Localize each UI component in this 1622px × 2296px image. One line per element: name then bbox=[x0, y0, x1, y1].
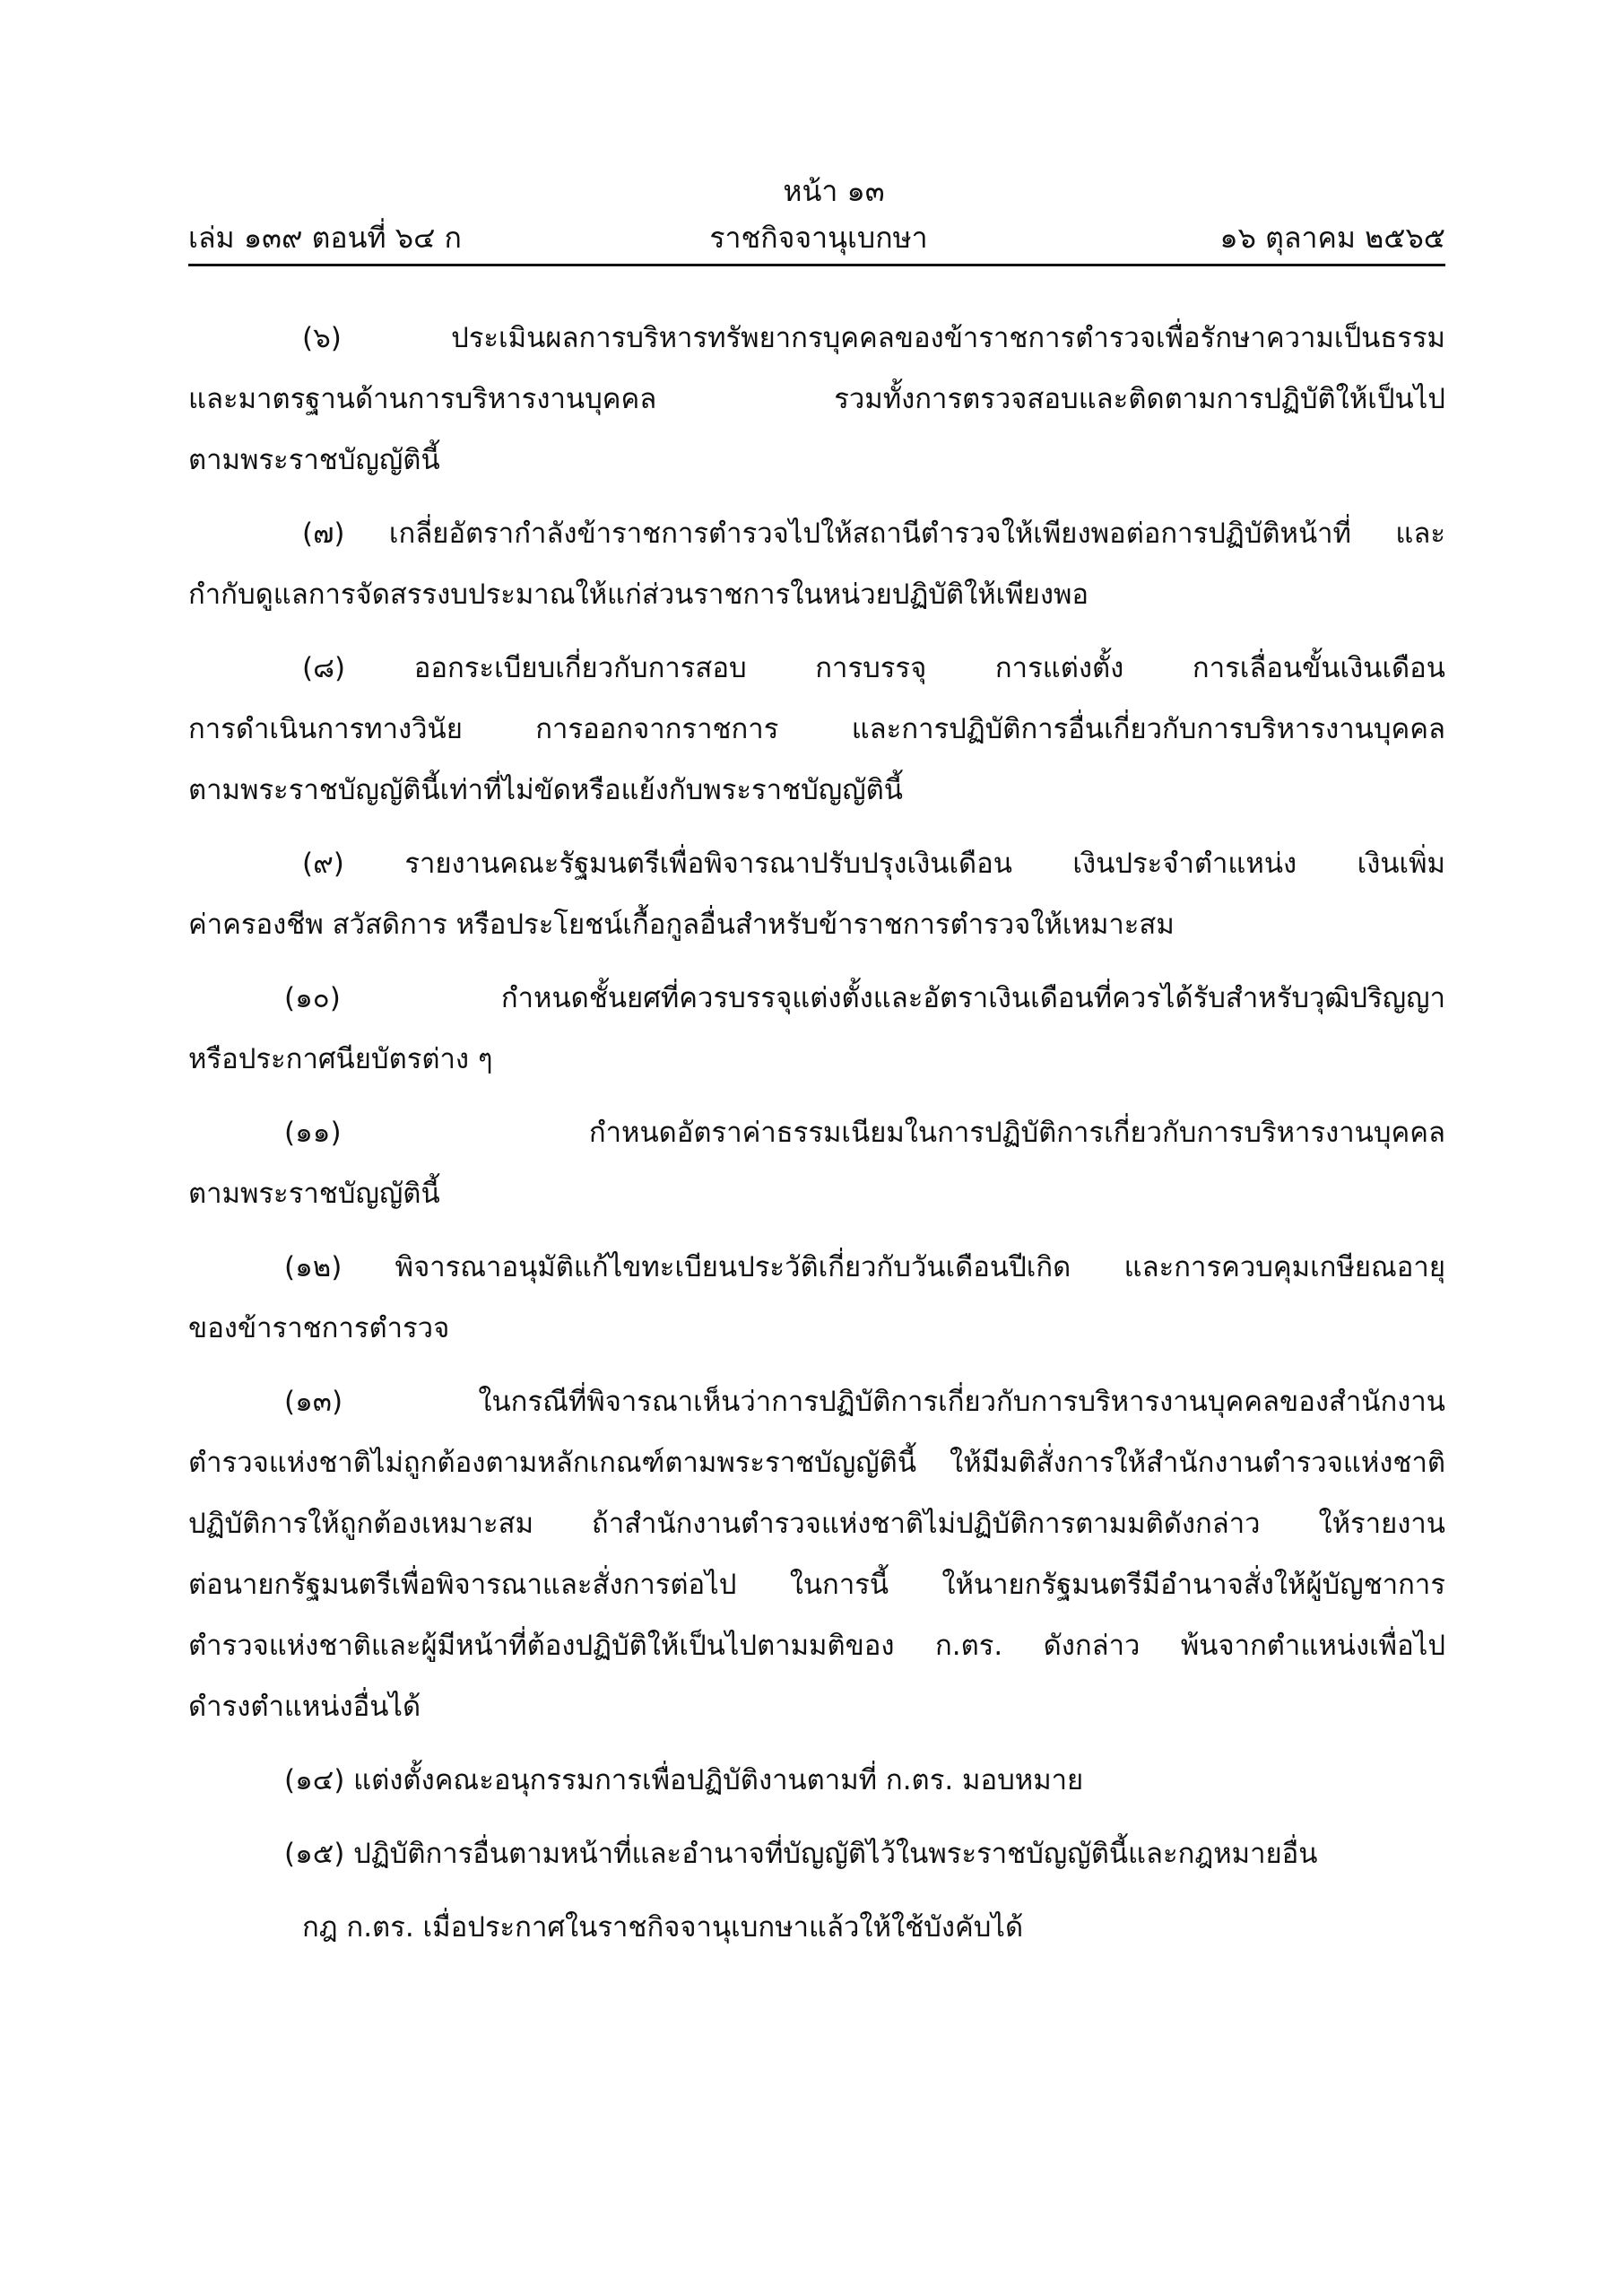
text-line: การดำเนินการทางวินัย การออกจากราชการ และการปฏิบัติการอื่นเกี่ยวกับการบริหารงานบุคคล bbox=[188, 713, 1445, 745]
text-line: ตำรวจแห่งชาติและผู้มีหน้าที่ต้องปฏิบัติให้เป็นไปตามมติของ ก.ตร. ดังกล่าว พ้นจากตำแหน่งเพื่อไป bbox=[188, 1630, 1445, 1662]
paragraph bbox=[188, 1107, 1445, 1229]
text-line: (๖) ประเมินผลการบริหารทรัพยากรบุคคลของข้าราชการตำรวจเพื่อรักษาความเป็นธรรม bbox=[302, 322, 1445, 354]
gazette-header bbox=[188, 215, 1445, 257]
text-line: (๑๔) แต่งตั้งคณะอนุกรรมการเพื่อปฏิบัติงานตามที่ ก.ตร. มอบหมาย bbox=[284, 1764, 1084, 1796]
document-body bbox=[188, 312, 1445, 1975]
text-line: (๘) ออกระเบียบเกี่ยวกับการสอบ การบรรจุ การแต่งตั้ง การเลื่อนขั้นเงินเดือน bbox=[302, 652, 1445, 684]
paragraph bbox=[188, 972, 1445, 1094]
text-line: ตามพระราชบัญญัตินี้เท่าที่ไม่ขัดหรือแย้งกับพระราชบัญญัตินี้ bbox=[188, 774, 903, 806]
text-line: ตามพระราชบัญญัตินี้ bbox=[188, 444, 440, 476]
paragraph bbox=[188, 1241, 1445, 1363]
text-line: (๑๕) ปฏิบัติการอื่นตามหน้าที่และอำนาจที่บัญญัติไว้ในพระราชบัญญัตินี้และกฎหมายอื่น bbox=[284, 1838, 1318, 1870]
page-number: หน้า ๑๓ bbox=[783, 174, 885, 208]
paragraph bbox=[188, 838, 1445, 960]
text-line: ดำรงตำแหน่งอื่นได้ bbox=[188, 1691, 421, 1723]
header-divider bbox=[188, 264, 1445, 266]
text-line: (๑๓) ในกรณีที่พิจารณาเห็นว่าการปฏิบัติการเกี่ยวกับการบริหารงานบุคคลของสำนักงาน bbox=[284, 1386, 1445, 1418]
publication-date: ๑๖ ตุลาคม ๒๕๖๕ bbox=[1219, 221, 1445, 255]
text-line: ค่าครองชีพ สวัสดิการ หรือประโยชน์เกื้อกูลอื่นสำหรับข้าราชการตำรวจให้เหมาะสม bbox=[188, 909, 1175, 941]
issue-info: เล่ม ๑๓๙ ตอนที่ ๖๔ ก bbox=[188, 221, 462, 255]
text-line: กฎ ก.ตร. เมื่อประกาศในราชกิจจานุเบกษาแล้วให้ใช้บังคับได้ bbox=[302, 1911, 1024, 1944]
paragraph bbox=[188, 508, 1445, 630]
text-line: ตำรวจแห่งชาติไม่ถูกต้องตามหลักเกณฑ์ตามพระราชบัญญัตินี้ ให้มีมติสั่งการให้สำนักงานตำรวจแห่งชาติ bbox=[188, 1447, 1445, 1479]
text-line: และมาตรฐานด้านการบริหารงานบุคคล รวมทั้งการตรวจสอบและติดตามการปฏิบัติให้เป็นไป bbox=[188, 383, 1445, 415]
text-line: (๑๑) กำหนดอัตราค่าธรรมเนียมในการปฏิบัติการเกี่ยวกับการบริหารงานบุคคล bbox=[284, 1117, 1445, 1149]
text-line: (๙) รายงานคณะรัฐมนตรีเพื่อพิจารณาปรับปรุงเงินเดือน เงินประจำตำแหน่ง เงินเพิ่ม bbox=[302, 848, 1445, 880]
text-line: (๑๐) กำหนดชั้นยศที่ควรบรรจุแต่งตั้งและอัตราเงินเดือนที่ควรได้รับสำหรับวุฒิปริญญา bbox=[284, 982, 1445, 1014]
text-line: ต่อนายกรัฐมนตรีเพื่อพิจารณาและสั่งการต่อไป ในการนี้ ให้นายกรัฐมนตรีมีอำนาจสั่งให้ผู้บัญชาการ bbox=[188, 1569, 1445, 1601]
text-line: ของข้าราชการตำรวจ bbox=[188, 1312, 450, 1344]
text-line: ปฏิบัติการให้ถูกต้องเหมาะสม ถ้าสำนักงานตำรวจแห่งชาติไม่ปฏิบัติการตามมติดังกล่าว ให้รายงาน bbox=[188, 1508, 1445, 1540]
text-line: กำกับดูแลการจัดสรรงบประมาณให้แก่ส่วนราชการในหน่วยปฏิบัติให้เพียงพอ bbox=[188, 578, 1089, 611]
paragraph bbox=[188, 1376, 1445, 1742]
paragraph bbox=[188, 1828, 1445, 1889]
text-line: ตามพระราชบัญญัตินี้ bbox=[188, 1178, 440, 1210]
text-line: (๗) เกลี่ยอัตรากำลังข้าราชการตำรวจไปให้สถานีตำรวจให้เพียงพอต่อการปฏิบัติหน้าที่ และ bbox=[302, 517, 1445, 550]
paragraph bbox=[188, 1754, 1445, 1815]
publication-title: ราชกิจจานุเบกษา bbox=[709, 221, 928, 255]
paragraph bbox=[188, 312, 1445, 495]
text-line: (๑๒) พิจารณาอนุมัติแก้ไขทะเบียนประวัติเกี่ยวกับวันเดือนปีเกิด และการควบคุมเกษียณอายุ bbox=[284, 1251, 1445, 1283]
paragraph bbox=[188, 1901, 1445, 1962]
paragraph bbox=[188, 642, 1445, 825]
text-line: หรือประกาศนียบัตรต่าง ๆ bbox=[188, 1043, 493, 1075]
